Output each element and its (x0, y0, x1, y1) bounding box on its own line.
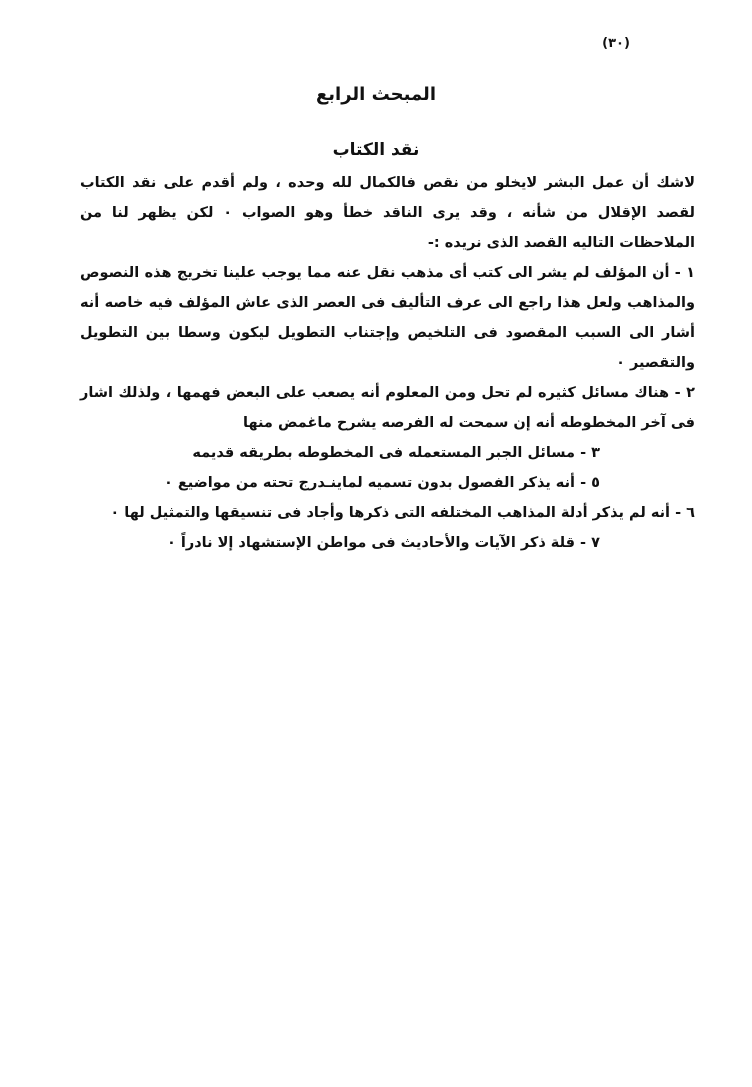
list-item-3: ٣ - مسائل الجبر المستعمله فى المخطوطه بطريقه قديمه (192, 445, 600, 461)
list-item-5: ٥ - أنه يذكر الفصول بدون تسميه لماينـدرج تحته من مواضيع ٠ (163, 475, 600, 491)
body-text (80, 168, 695, 558)
page-number: (٣٠) (602, 36, 630, 51)
list-item-6: ٦ - أنه لم يذكر أدلة المذاهب المختلفه التى ذكرها وأجاد فى تنسيقها والتمثيل لها ٠ (110, 505, 695, 521)
list-item-1: ١ - أن المؤلف لم يشر الى كتب أى مذهب نقل عنه مما يوجب علينا تخريج هذه النصوص والمذاهب ولعل هذا راجع الى عرف التأليف فى العصر الذى عاش المؤلف فيه خاصه أنه أشار الى السبب المقصود فى التلخيص وإجتناب التطويل ليكون وسطا بين التطويل والتقصير ٠ (80, 265, 695, 371)
intro-paragraph: لاشك أن عمل البشر لايخلو من نقص فالكمال لله وحده ، ولم أقدم على نقد الكتاب لقصد الإقلال من شأنه ، وقد يرى الناقد خطأ وهو الصواب ٠ لكن يظهر لنا من الملاحظات التاليه القصد الذى نريده :- (80, 175, 695, 251)
list-item-2: ٢ - هناك مسائل كثيره لم تحل ومن المعلوم أنه يصعب على البعض فهمها ، ولذلك اشار فى آخر المخطوطه أنه إن سمحت له الفرصه يشرح ماغمض منها (80, 385, 695, 431)
subtitle: نقد الكتاب (332, 140, 420, 160)
list-item-7: ٧ - قلة ذكر الآيات والأحاديث فى مواطن الإستشهاد إلا نادراً ٠ (167, 535, 600, 551)
section-title: المبحث الرابع (316, 84, 436, 105)
